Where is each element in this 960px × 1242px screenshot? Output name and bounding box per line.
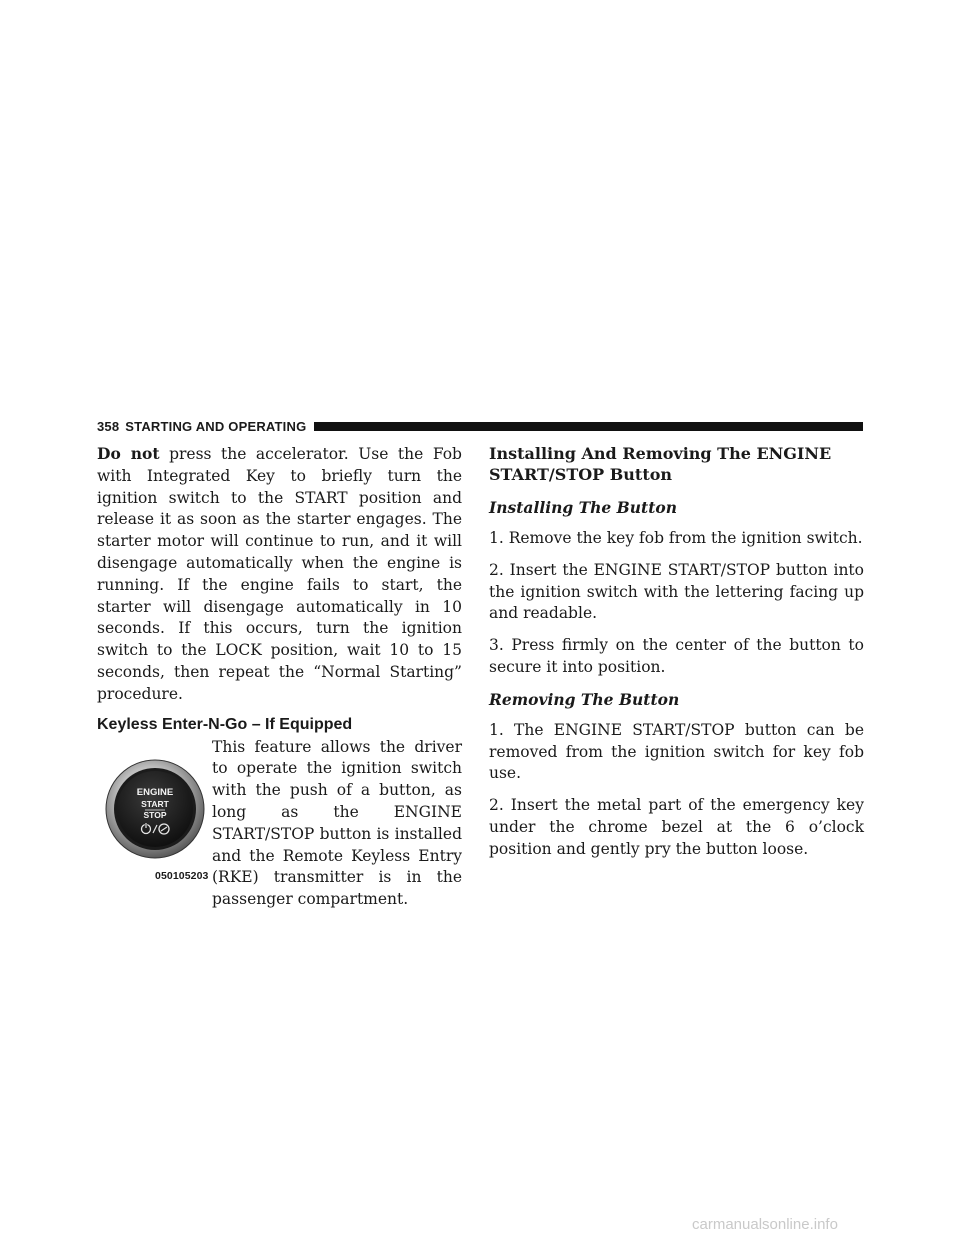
figure-caption: 050105203 xyxy=(155,869,209,882)
removing-subheading: Removing The Button xyxy=(489,689,680,709)
button-label-stop: STOP xyxy=(143,809,167,820)
header-rule xyxy=(314,422,863,431)
button-label-engine: ENGINE xyxy=(136,786,174,798)
do-not-emphasis: Do not xyxy=(97,444,160,463)
install-step: 2. Insert the ENGINE START/STOP button into the ignition switch with the lettering facing up and readable. xyxy=(489,560,864,623)
normal-starting-paragraph xyxy=(97,443,462,706)
page-header xyxy=(97,419,863,433)
left-column xyxy=(97,443,462,911)
normal-starting-text: press the accelerator. Use the Fob with Integrated Key to briefly turn the ignition switch to the START position and release it as soon as the starter engages. The starter motor will continue to run, and it will disengage automatically when the engine is running. If the engine fails to start, the starter will disengage automatically in 10 seconds. If this occurs, turn the ignition switch to the LOCK position, wait 10 to 15 seconds, then repeat the “Normal Starting” procedure. xyxy=(97,445,462,703)
page-number: 358 xyxy=(97,418,120,434)
installing-subheading: Installing The Button xyxy=(489,498,677,517)
keyless-description: This feature allows the driver to operate the ignition switch with the push of a button, as long as the ENGINE START/STOP button is installed and the Remote Keyless Entry (RKE) transmitter is in the passenger compartment. xyxy=(212,737,462,909)
install-step: 3. Press firmly on the center of the button to secure it into position. xyxy=(489,636,864,676)
right-column xyxy=(489,443,864,871)
engine-button-figure xyxy=(97,751,210,889)
remove-step: 1. The ENGINE START/STOP button can be removed from the ignition switch for key fob use. xyxy=(489,720,864,783)
install-step: 1. Remove the key fob from the ignition switch. xyxy=(489,529,863,547)
install-remove-heading: Installing And Removing The ENGINE START/STOP Button xyxy=(489,444,832,484)
section-title: STARTING AND OPERATING xyxy=(125,418,307,434)
keyless-heading: Keyless Enter-N-Go – If Equipped xyxy=(97,715,353,733)
remove-step: 2. Insert the metal part of the emergency key under the chrome bezel at the 6 o’clock position and gently pry the button loose. xyxy=(489,796,864,858)
engine-start-stop-button-icon xyxy=(97,751,210,863)
keyless-section xyxy=(97,737,462,911)
watermark-link[interactable]: carmanualsonline.info xyxy=(692,1216,838,1233)
button-label-start: START xyxy=(141,798,169,809)
